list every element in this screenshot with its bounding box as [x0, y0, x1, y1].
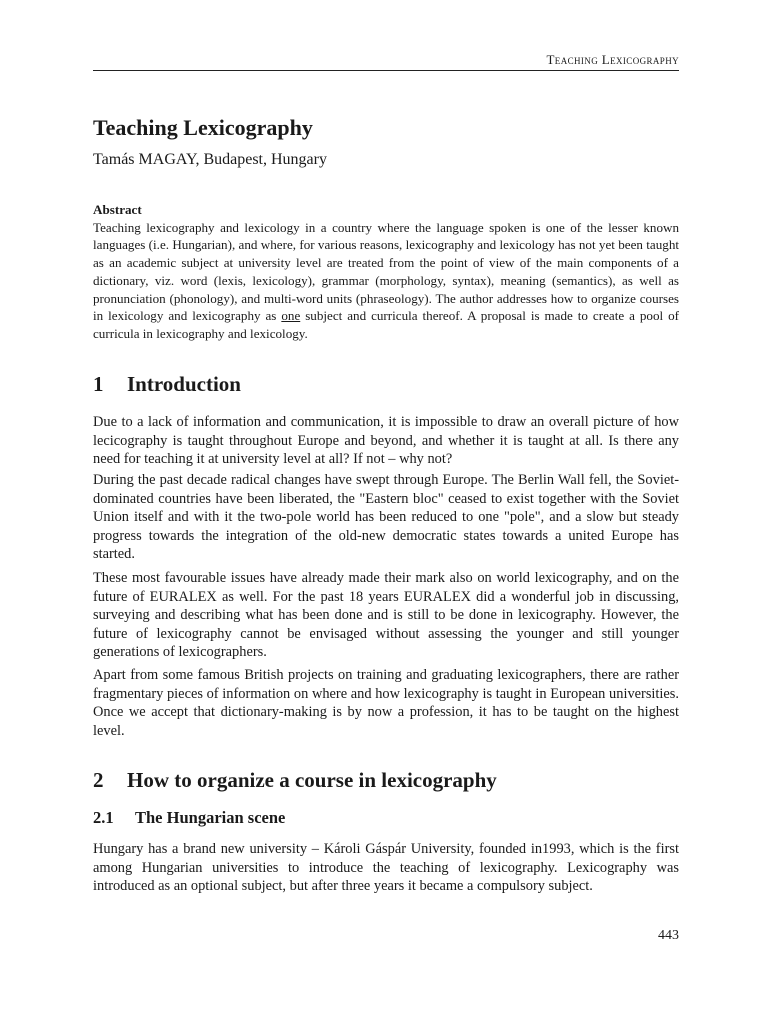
abstract [93, 201, 679, 343]
abstract-text-end: subject and curricula thereof. A proposal is made to create a pool of curricula in lexicography and lexicology. [93, 308, 679, 341]
section-2-title: How to organize a course in lexicography [127, 768, 497, 792]
section-2-number: 2 [93, 768, 104, 792]
paper-title: Teaching Lexicography [93, 115, 313, 140]
section-2-heading [93, 768, 497, 793]
subsection-2-1-title: The Hungarian scene [135, 808, 286, 827]
subsection-2-1-number: 2.1 [93, 808, 114, 827]
paragraph-5: Hungary has a brand new university – Károli Gáspár University, founded in1993, which is the first among Hungarian universities to introduce the teaching of lexicography. Lexicography was introduced as an optional subject, but after three years it became a compulsory subject. [93, 841, 679, 895]
paragraph-1: Due to a lack of information and communication, it is impossible to draw an overall picture of how lecicography is taught throughout Europe and beyond, and whether it is taught at all. Is there any need for teaching it at university level at all? If not – why not? [93, 414, 679, 468]
paragraph-3: These most favourable issues have already made their mark also on world lexicography, and on the future of EURALEX as well. For the past 18 years EURALEX did a wonderful job in discussing, surveying and describing what has been done and is still to be done in lexicography. However, the future of lexicography cannot be envisaged without assessing the younger and still younger generations of lexicographers. [93, 570, 679, 661]
abstract-heading: Abstract [93, 202, 142, 217]
page-number: 443 [658, 928, 679, 943]
running-head: Teaching Lexicography [546, 52, 679, 67]
section-1-heading [93, 372, 241, 397]
subsection-2-1-heading [93, 808, 285, 828]
abstract-underlined-word: one [281, 308, 301, 324]
section-1-title: Introduction [127, 372, 241, 396]
header-rule [93, 70, 679, 71]
section-1-number: 1 [93, 372, 104, 396]
abstract-text: Teaching lexicography and lexicology in a country where the language spoken is one of the lesser known languages (i.e. Hungarian), and where, for various reasons, lexicography and lexicology has not yet been taught as an academic subject at university level are treated from the point of view of the main components of a dictionary, viz. word (lexis, lexicology), grammar (morphology, syntax), meaning (semantics), as well as pronunciation (phonology), and multi-word units (phraseology). The author addresses how to organize courses in lexicology and lexicography as [93, 219, 679, 324]
paragraph-2: During the past decade radical changes have swept through Europe. The Berlin Wall fell, the Soviet-dominated countries have been liberated, the "Eastern bloc" ceased to exist together with the Soviet Union itself and with it the two-pole world has been reduced to one "pole", and a slow but steady progress towards the integration of the old-new democratic states towards a united Europe has started. [93, 472, 679, 563]
author-line: Tamás MAGAY, Budapest, Hungary [93, 151, 327, 168]
paragraph-4: Apart from some famous British projects on training and graduating lexicographers, there are rather fragmentary pieces of information on where and how lexicography is taught in European universities. Once we accept that dictionary-making is by now a profession, it has to be taught on the highest level. [93, 667, 679, 739]
document-page [93, 0, 679, 1024]
